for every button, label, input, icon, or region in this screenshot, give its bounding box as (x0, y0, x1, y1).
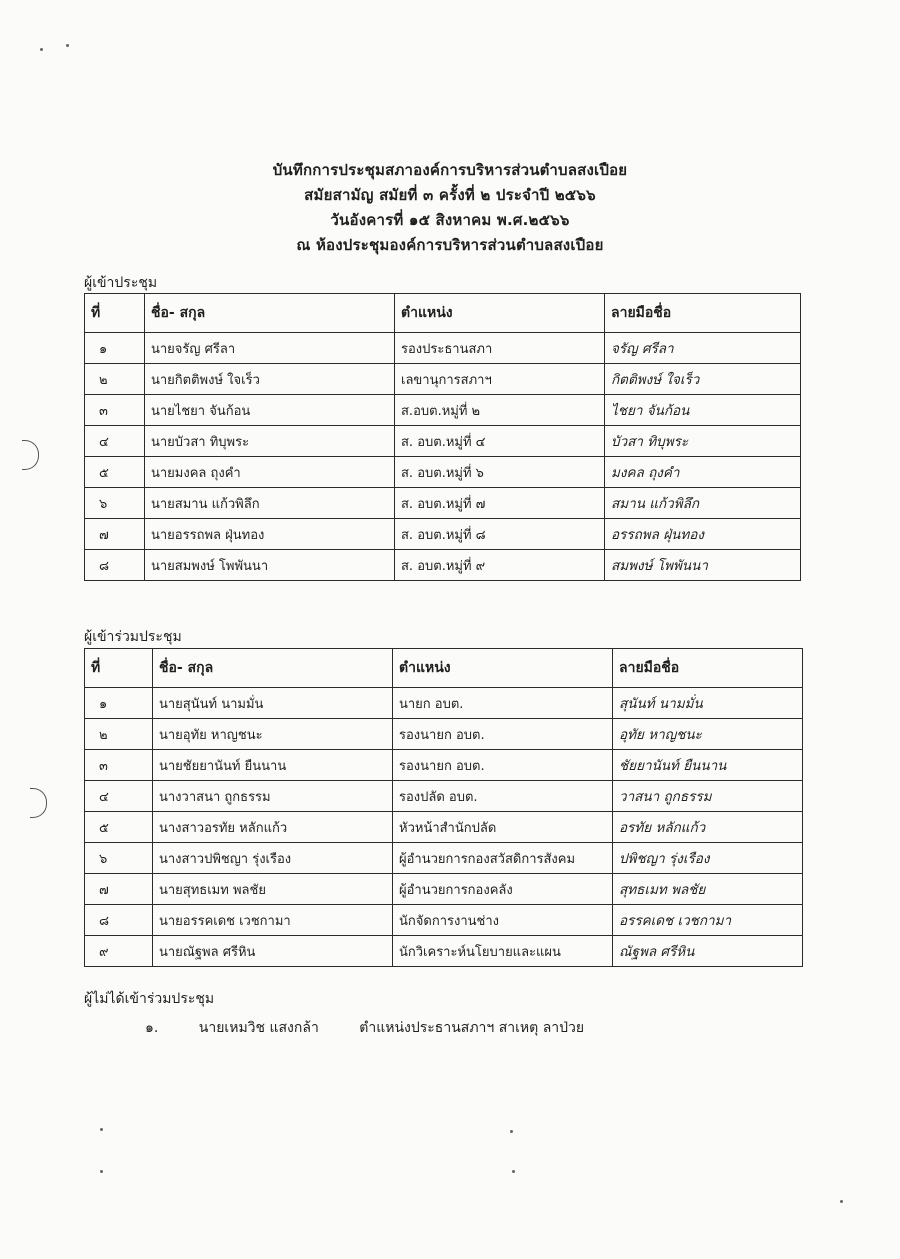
member-signature: บัวสา ทิบุพระ (605, 426, 801, 457)
table-row (85, 936, 803, 967)
header-date: วันอังคารที่ ๑๕ สิงหาคม พ.ศ.๒๕๖๖ (330, 211, 570, 229)
column-header: ลายมือชื่อ (605, 294, 801, 333)
binder-hole (22, 440, 39, 470)
member-name: นายสมพงษ์ โพพันนา (145, 550, 395, 581)
member-position: ผู้อำนวยการกองคลัง (393, 874, 613, 905)
column-header: ที่ (85, 649, 153, 688)
member-name: นายณัฐพล ศรีหิน (153, 936, 393, 967)
member-name: นายมงคล ถุงคำ (145, 457, 395, 488)
table-row (85, 550, 801, 581)
member-name: นายอุทัย หาญชนะ (153, 719, 393, 750)
row-number: ๒ (85, 719, 153, 750)
member-signature: ณัฐพล ศรีหิน (613, 936, 803, 967)
member-signature: มงคล ถุงคำ (605, 457, 801, 488)
row-number: ๗ (85, 519, 145, 550)
member-position: รองนายก อบต. (393, 719, 613, 750)
table-header-row (85, 294, 801, 333)
table-row (85, 905, 803, 936)
scan-speck (512, 1170, 515, 1173)
attendees-label: ผู้เข้าประชุม (84, 275, 158, 291)
member-name: นายชัยยานันท์ ยืนนาน (153, 750, 393, 781)
member-signature: สุนันท์ นามมั่น (613, 688, 803, 719)
column-header: ตำแหน่ง (395, 294, 605, 333)
absent-index: ๑. (145, 1020, 159, 1036)
row-number: ๖ (85, 843, 153, 874)
row-number: ๙ (85, 936, 153, 967)
table-row (85, 364, 801, 395)
member-signature: ชัยยานันท์ ยืนนาน (613, 750, 803, 781)
member-signature: กิตติพงษ์ ใจเร็ว (605, 364, 801, 395)
scan-speck (66, 44, 69, 47)
member-name: นายบัวสา ทิบุพระ (145, 426, 395, 457)
absent-entry (145, 1017, 620, 1039)
member-name: นางสาวปพิชญา รุ่งเรือง (153, 843, 393, 874)
table-row (85, 843, 803, 874)
scan-speck (100, 1128, 103, 1131)
member-position: ส.อบต.หมู่ที่ ๒ (395, 395, 605, 426)
table-row (85, 874, 803, 905)
member-position: เลขานุการสภาฯ (395, 364, 605, 395)
scan-speck (100, 1170, 103, 1173)
participants-label: ผู้เข้าร่วมประชุม (84, 629, 182, 645)
column-header: ชื่อ- สกุล (153, 649, 393, 688)
column-header: ที่ (85, 294, 145, 333)
member-position: ส. อบต.หมู่ที่ ๖ (395, 457, 605, 488)
member-position: รองนายก อบต. (393, 750, 613, 781)
row-number: ๕ (85, 812, 153, 843)
row-number: ๕ (85, 457, 145, 488)
absent-name: นายเหมวิช แสงกล้า (198, 1020, 319, 1036)
table-header-row (85, 649, 803, 688)
member-position: นายก อบต. (393, 688, 613, 719)
member-name: นายสุทธเมท พลชัย (153, 874, 393, 905)
scan-speck (840, 1200, 843, 1203)
binder-hole (30, 788, 47, 818)
member-name: นายกิตติพงษ์ ใจเร็ว (145, 364, 395, 395)
absent-detail: ตำแหน่งประธานสภาฯ สาเหตุ ลาป่วย (359, 1020, 585, 1036)
column-header: ชื่อ- สกุล (145, 294, 395, 333)
row-number: ๗ (85, 874, 153, 905)
member-signature: ปพิชญา รุ่งเรือง (613, 843, 803, 874)
table-row (85, 688, 803, 719)
row-number: ๑ (85, 333, 145, 364)
member-name: นายสมาน แก้วพิลึก (145, 488, 395, 519)
table-row (85, 488, 801, 519)
attendees-table (84, 293, 801, 581)
member-position: ส. อบต.หมู่ที่ ๙ (395, 550, 605, 581)
table-row (85, 719, 803, 750)
participants-table (84, 648, 803, 967)
member-signature: อุทัย หาญชนะ (613, 719, 803, 750)
member-signature: อรรถพล ฝุ่นทอง (605, 519, 801, 550)
member-signature: สุทธเมท พลชัย (613, 874, 803, 905)
table-row (85, 333, 801, 364)
member-position: ส. อบต.หมู่ที่ ๔ (395, 426, 605, 457)
row-number: ๓ (85, 750, 153, 781)
row-number: ๔ (85, 426, 145, 457)
member-position: ส. อบต.หมู่ที่ ๘ (395, 519, 605, 550)
member-name: นางสาวอรทัย หลักแก้ว (153, 812, 393, 843)
table-row (85, 426, 801, 457)
row-number: ๘ (85, 905, 153, 936)
member-position: รองปลัด อบต. (393, 781, 613, 812)
member-signature: อรรคเดช เวชกามา (613, 905, 803, 936)
member-name: นายไชยา จันก้อน (145, 395, 395, 426)
member-position: หัวหน้าสำนักปลัด (393, 812, 613, 843)
row-number: ๒ (85, 364, 145, 395)
member-name: นายอรรถพล ฝุ่นทอง (145, 519, 395, 550)
member-signature: สมาน แก้วพิลึก (605, 488, 801, 519)
table-row (85, 812, 803, 843)
table-row (85, 457, 801, 488)
scan-speck (510, 1130, 513, 1133)
member-signature: ไชยา จันก้อน (605, 395, 801, 426)
table-row (85, 519, 801, 550)
member-name: นายอรรคเดช เวชกามา (153, 905, 393, 936)
member-position: ผู้อำนวยการกองสวัสดิการสังคม (393, 843, 613, 874)
row-number: ๑ (85, 688, 153, 719)
table-row (85, 750, 803, 781)
row-number: ๔ (85, 781, 153, 812)
row-number: ๘ (85, 550, 145, 581)
member-position: ส. อบต.หมู่ที่ ๗ (395, 488, 605, 519)
row-number: ๖ (85, 488, 145, 519)
member-signature: จรัญ ศรีลา (605, 333, 801, 364)
header-title: บันทึกการประชุมสภาองค์การบริหารส่วนตำบลสงเปือย (272, 161, 628, 179)
member-signature: วาสนา ถูกธรรม (613, 781, 803, 812)
absent-label: ผู้ไม่ได้เข้าร่วมประชุม (84, 991, 215, 1007)
document-header (0, 158, 900, 258)
member-position: นักจัดการงานช่าง (393, 905, 613, 936)
column-header: ลายมือชื่อ (613, 649, 803, 688)
scan-speck (40, 48, 43, 51)
table-row (85, 395, 801, 426)
row-number: ๓ (85, 395, 145, 426)
member-position: นักวิเคราะห์นโยบายและแผน (393, 936, 613, 967)
member-name: นางวาสนา ถูกธรรม (153, 781, 393, 812)
member-name: นายจรัญ ศรีลา (145, 333, 395, 364)
member-position: รองประธานสภา (395, 333, 605, 364)
member-name: นายสุนันท์ นามมั่น (153, 688, 393, 719)
header-session: สมัยสามัญ สมัยที่ ๓ ครั้งที่ ๒ ประจำปี ๒๕๖๖ (304, 186, 596, 204)
column-header: ตำแหน่ง (393, 649, 613, 688)
member-signature: อรทัย หลักแก้ว (613, 812, 803, 843)
table-row (85, 781, 803, 812)
header-location: ณ ห้องประชุมองค์การบริหารส่วนตำบลสงเปือย (296, 236, 604, 254)
member-signature: สมพงษ์ โพพันนา (605, 550, 801, 581)
